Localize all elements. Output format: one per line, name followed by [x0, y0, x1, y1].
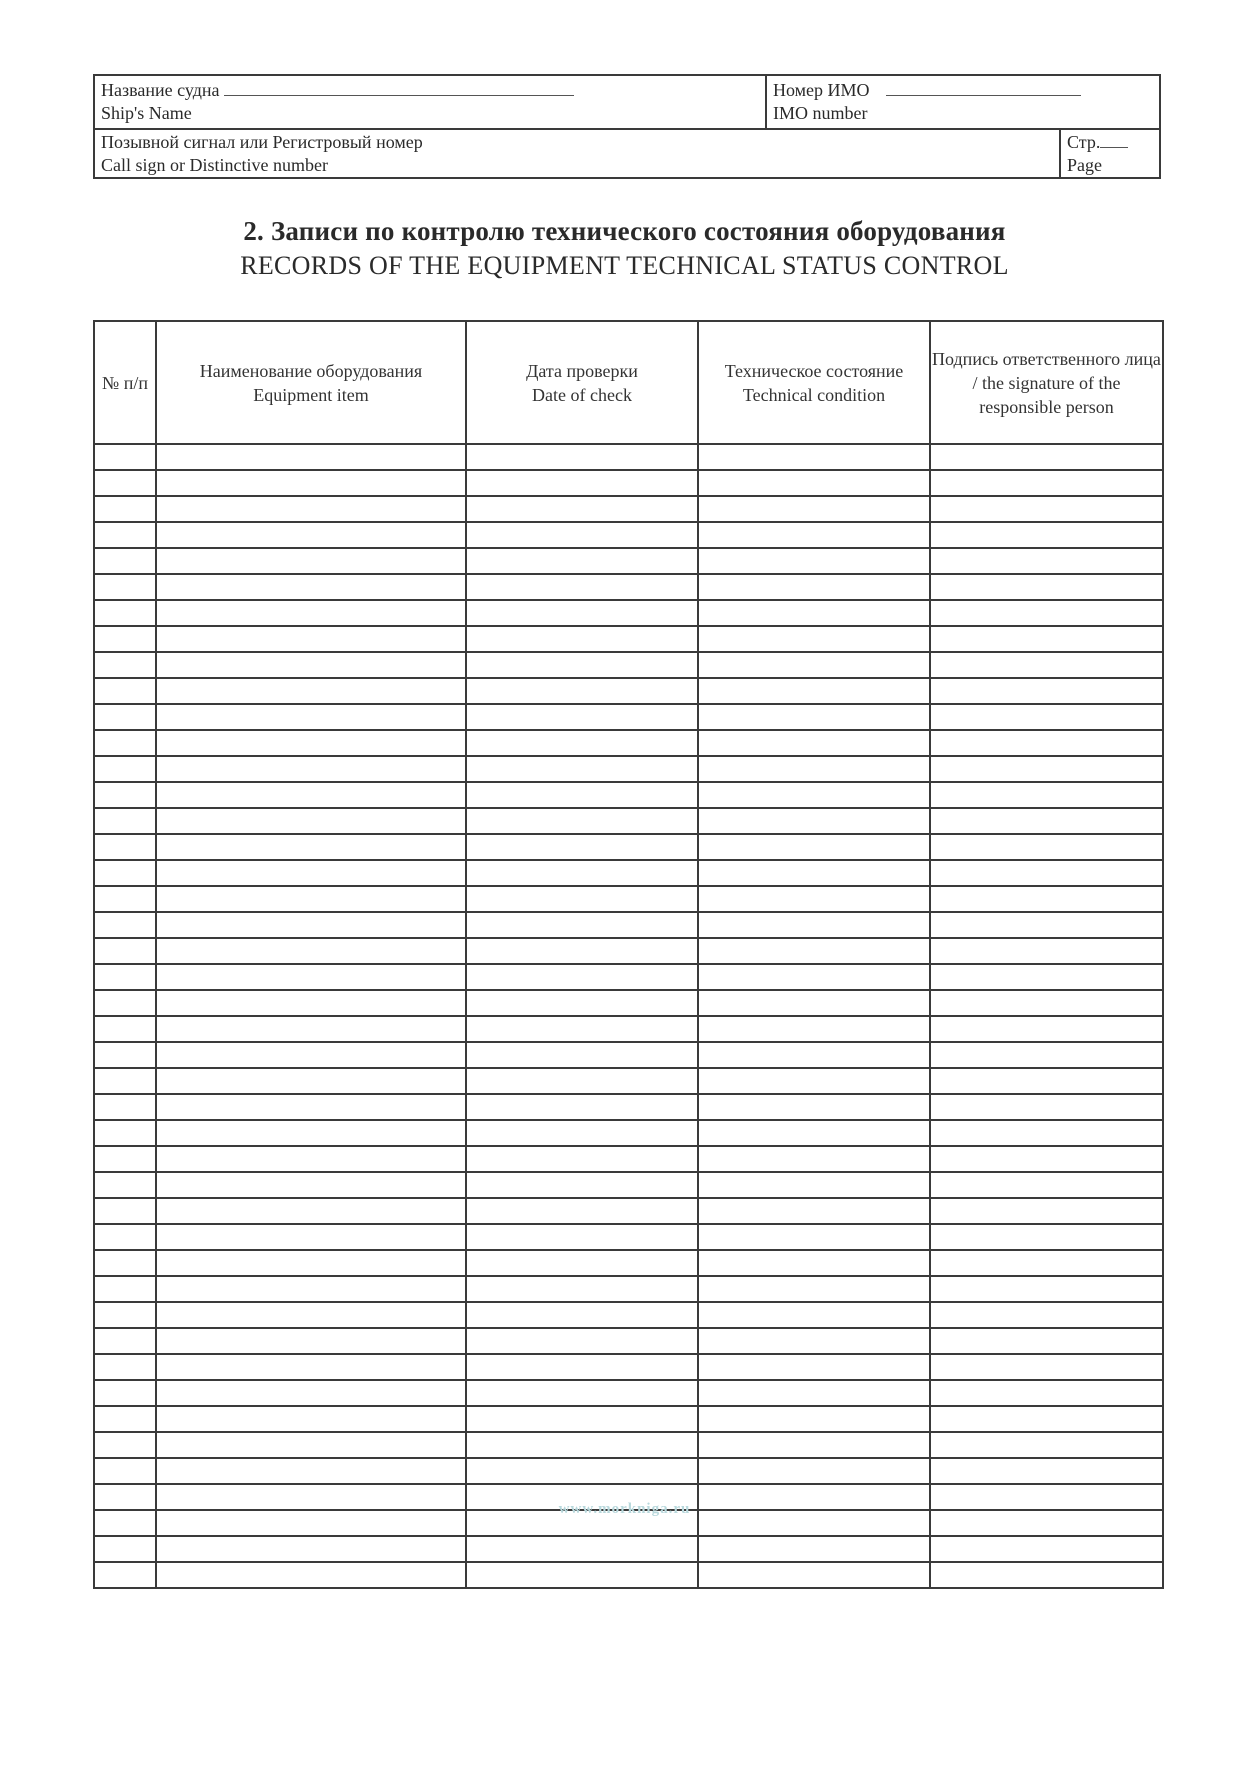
cell-signature[interactable] [930, 1016, 1163, 1042]
cell-signature[interactable] [930, 704, 1163, 730]
table-row [94, 1458, 1163, 1484]
cell-number[interactable] [94, 470, 156, 496]
cell-number[interactable] [94, 808, 156, 834]
column-header-equipment: Наименование оборудования Equipment item [156, 321, 466, 444]
call-sign-label-ru: Позывной сигнал или Регистровый номер [101, 132, 423, 152]
cell-date[interactable] [466, 1068, 698, 1094]
table-row [94, 470, 1163, 496]
cell-equipment[interactable] [156, 1536, 466, 1562]
cell-equipment[interactable] [156, 1432, 466, 1458]
cell-number[interactable] [94, 1198, 156, 1224]
cell-signature[interactable] [930, 990, 1163, 1016]
cell-equipment[interactable] [156, 678, 466, 704]
cell-date[interactable] [466, 652, 698, 678]
cell-date[interactable] [466, 678, 698, 704]
cell-condition[interactable] [698, 938, 930, 964]
cell-condition[interactable] [698, 652, 930, 678]
cell-condition[interactable] [698, 1354, 930, 1380]
cell-date[interactable] [466, 1406, 698, 1432]
table-row [94, 1406, 1163, 1432]
imo-label-ru: Номер ИМО [773, 80, 870, 100]
cell-condition[interactable] [698, 1380, 930, 1406]
cell-number[interactable] [94, 912, 156, 938]
cell-date[interactable] [466, 626, 698, 652]
cell-equipment[interactable] [156, 886, 466, 912]
cell-condition[interactable] [698, 730, 930, 756]
table-row [94, 886, 1163, 912]
cell-date[interactable] [466, 1172, 698, 1198]
cell-equipment[interactable] [156, 470, 466, 496]
cell-signature[interactable] [930, 756, 1163, 782]
cell-condition[interactable] [698, 756, 930, 782]
cell-equipment[interactable] [156, 574, 466, 600]
cell-signature[interactable] [930, 730, 1163, 756]
cell-signature[interactable] [930, 964, 1163, 990]
table-row [94, 1562, 1163, 1588]
cell-date[interactable] [466, 1432, 698, 1458]
cell-date[interactable] [466, 1458, 698, 1484]
cell-number[interactable] [94, 704, 156, 730]
cell-equipment[interactable] [156, 756, 466, 782]
table-row [94, 548, 1163, 574]
cell-equipment[interactable] [156, 1380, 466, 1406]
cell-condition[interactable] [698, 1120, 930, 1146]
table-row [94, 1016, 1163, 1042]
table-row [94, 704, 1163, 730]
cell-date[interactable] [466, 1276, 698, 1302]
cell-date[interactable] [466, 1042, 698, 1068]
table-row [94, 964, 1163, 990]
cell-equipment[interactable] [156, 1042, 466, 1068]
cell-equipment[interactable] [156, 548, 466, 574]
table-row [94, 1198, 1163, 1224]
cell-date[interactable] [466, 912, 698, 938]
cell-signature[interactable] [930, 1146, 1163, 1172]
cell-equipment[interactable] [156, 1068, 466, 1094]
cell-condition[interactable] [698, 678, 930, 704]
cell-date[interactable] [466, 1250, 698, 1276]
cell-equipment[interactable] [156, 626, 466, 652]
table-row [94, 1276, 1163, 1302]
cell-condition[interactable] [698, 1042, 930, 1068]
cell-number[interactable] [94, 1354, 156, 1380]
cell-number[interactable] [94, 1094, 156, 1120]
cell-condition[interactable] [698, 548, 930, 574]
cell-date[interactable] [466, 1562, 698, 1588]
table-row [94, 1354, 1163, 1380]
cell-signature[interactable] [930, 1536, 1163, 1562]
cell-condition[interactable] [698, 1536, 930, 1562]
cell-signature[interactable] [930, 886, 1163, 912]
call-sign-field[interactable] [95, 128, 1061, 177]
cell-number[interactable] [94, 1406, 156, 1432]
cell-date[interactable] [466, 1120, 698, 1146]
cell-signature[interactable] [930, 1120, 1163, 1146]
cell-signature[interactable] [930, 1276, 1163, 1302]
table-row [94, 1328, 1163, 1354]
cell-condition[interactable] [698, 1172, 930, 1198]
table-row [94, 652, 1163, 678]
cell-equipment[interactable] [156, 964, 466, 990]
cell-signature[interactable] [930, 1458, 1163, 1484]
cell-signature[interactable] [930, 496, 1163, 522]
table-row [94, 1224, 1163, 1250]
cell-signature[interactable] [930, 1250, 1163, 1276]
cell-number[interactable] [94, 1120, 156, 1146]
cell-condition[interactable] [698, 912, 930, 938]
cell-condition[interactable] [698, 704, 930, 730]
header-box [93, 74, 1161, 179]
cell-condition[interactable] [698, 886, 930, 912]
cell-number[interactable] [94, 444, 156, 470]
cell-signature[interactable] [930, 938, 1163, 964]
table-row [94, 860, 1163, 886]
cell-equipment[interactable] [156, 860, 466, 886]
cell-number[interactable] [94, 782, 156, 808]
cell-number[interactable] [94, 1562, 156, 1588]
ship-name-field[interactable] [95, 76, 767, 128]
page-blank [1100, 133, 1128, 148]
cell-number[interactable] [94, 834, 156, 860]
page-number-field[interactable] [1061, 128, 1159, 177]
cell-condition[interactable] [698, 522, 930, 548]
cell-date[interactable] [466, 938, 698, 964]
cell-equipment[interactable] [156, 1328, 466, 1354]
cell-signature[interactable] [930, 834, 1163, 860]
cell-number[interactable] [94, 1172, 156, 1198]
cell-equipment[interactable] [156, 652, 466, 678]
page-title-ru: 2. Записи по контролю технического состояния оборудования [243, 216, 1006, 246]
records-table [93, 320, 1162, 1589]
cell-date[interactable] [466, 1302, 698, 1328]
imo-label-en: IMO number [773, 103, 868, 123]
cell-signature[interactable] [930, 808, 1163, 834]
cell-equipment[interactable] [156, 1250, 466, 1276]
cell-number[interactable] [94, 626, 156, 652]
header-row-ship [95, 76, 1159, 130]
table-row [94, 1172, 1163, 1198]
cell-condition[interactable] [698, 626, 930, 652]
cell-number[interactable] [94, 1146, 156, 1172]
cell-date[interactable] [466, 1198, 698, 1224]
cell-signature[interactable] [930, 1042, 1163, 1068]
cell-date[interactable] [466, 522, 698, 548]
table-row [94, 990, 1163, 1016]
table-row [94, 1302, 1163, 1328]
cell-condition[interactable] [698, 1562, 930, 1588]
cell-equipment[interactable] [156, 1406, 466, 1432]
cell-equipment[interactable] [156, 938, 466, 964]
cell-date[interactable] [466, 444, 698, 470]
cell-date[interactable] [466, 730, 698, 756]
table-row [94, 1042, 1163, 1068]
call-sign-label-en: Call sign or Distinctive number [101, 155, 328, 175]
cell-number[interactable] [94, 600, 156, 626]
cell-equipment[interactable] [156, 600, 466, 626]
cell-condition[interactable] [698, 1406, 930, 1432]
cell-condition[interactable] [698, 600, 930, 626]
cell-signature[interactable] [930, 626, 1163, 652]
cell-number[interactable] [94, 990, 156, 1016]
cell-signature[interactable] [930, 574, 1163, 600]
cell-condition[interactable] [698, 1302, 930, 1328]
ship-name-label-ru: Название судна [101, 80, 220, 100]
cell-number[interactable] [94, 1068, 156, 1094]
cell-signature[interactable] [930, 1224, 1163, 1250]
cell-condition[interactable] [698, 1250, 930, 1276]
cell-date[interactable] [466, 964, 698, 990]
cell-equipment[interactable] [156, 1354, 466, 1380]
cell-number[interactable] [94, 574, 156, 600]
cell-signature[interactable] [930, 1328, 1163, 1354]
cell-signature[interactable] [930, 652, 1163, 678]
cell-equipment[interactable] [156, 704, 466, 730]
table-header-row [94, 321, 1163, 444]
table-row [94, 522, 1163, 548]
cell-equipment[interactable] [156, 1146, 466, 1172]
cell-condition[interactable] [698, 1198, 930, 1224]
table-row [94, 730, 1163, 756]
cell-date[interactable] [466, 1380, 698, 1406]
cell-equipment[interactable] [156, 1224, 466, 1250]
table-row [94, 756, 1163, 782]
cell-number[interactable] [94, 938, 156, 964]
cell-number[interactable] [94, 652, 156, 678]
cell-date[interactable] [466, 548, 698, 574]
table-row [94, 1432, 1163, 1458]
table-row [94, 1380, 1163, 1406]
table-row [94, 626, 1163, 652]
cell-date[interactable] [466, 1146, 698, 1172]
cell-equipment[interactable] [156, 444, 466, 470]
column-header-signature: Подпись ответственного лица / the signature of the responsible person [930, 321, 1163, 444]
table-row [94, 1250, 1163, 1276]
cell-number[interactable] [94, 522, 156, 548]
cell-date[interactable] [466, 756, 698, 782]
cell-condition[interactable] [698, 1094, 930, 1120]
cell-condition[interactable] [698, 834, 930, 860]
cell-number[interactable] [94, 860, 156, 886]
cell-number[interactable] [94, 1458, 156, 1484]
cell-signature[interactable] [930, 678, 1163, 704]
cell-equipment[interactable] [156, 496, 466, 522]
cell-date[interactable] [466, 1354, 698, 1380]
cell-condition[interactable] [698, 1458, 930, 1484]
cell-number[interactable] [94, 1016, 156, 1042]
page-label-ru: Стр. [1067, 132, 1101, 152]
table-row [94, 1094, 1163, 1120]
cell-number[interactable] [94, 730, 156, 756]
cell-number[interactable] [94, 756, 156, 782]
cell-equipment[interactable] [156, 1120, 466, 1146]
cell-number[interactable] [94, 964, 156, 990]
cell-signature[interactable] [930, 1302, 1163, 1328]
cell-equipment[interactable] [156, 1016, 466, 1042]
cell-condition[interactable] [698, 990, 930, 1016]
cell-condition[interactable] [698, 1432, 930, 1458]
cell-date[interactable] [466, 860, 698, 886]
cell-signature[interactable] [930, 1094, 1163, 1120]
cell-date[interactable] [466, 1094, 698, 1120]
table-row [94, 834, 1163, 860]
cell-signature[interactable] [930, 1354, 1163, 1380]
cell-signature[interactable] [930, 1380, 1163, 1406]
cell-condition[interactable] [698, 782, 930, 808]
table-row [94, 1120, 1163, 1146]
cell-date[interactable] [466, 834, 698, 860]
cell-equipment[interactable] [156, 522, 466, 548]
cell-number[interactable] [94, 1380, 156, 1406]
table-row [94, 782, 1163, 808]
cell-number[interactable] [94, 1042, 156, 1068]
table-row [94, 1536, 1163, 1562]
cell-signature[interactable] [930, 1068, 1163, 1094]
cell-condition[interactable] [698, 496, 930, 522]
cell-condition[interactable] [698, 808, 930, 834]
cell-date[interactable] [466, 1016, 698, 1042]
table-row [94, 938, 1163, 964]
column-header-number: № п/п [94, 321, 156, 444]
cell-signature[interactable] [930, 1198, 1163, 1224]
cell-date[interactable] [466, 470, 698, 496]
cell-signature[interactable] [930, 1406, 1163, 1432]
cell-date[interactable] [466, 808, 698, 834]
cell-condition[interactable] [698, 574, 930, 600]
cell-condition[interactable] [698, 444, 930, 470]
cell-number[interactable] [94, 678, 156, 704]
table-row [94, 496, 1163, 522]
table-body [94, 444, 1163, 1588]
cell-equipment[interactable] [156, 730, 466, 756]
table-row [94, 678, 1163, 704]
ship-name-blank [224, 81, 574, 96]
watermark: www.morkniga.ru [558, 1501, 691, 1517]
header-row-callsign [95, 128, 1159, 177]
cell-signature[interactable] [930, 912, 1163, 938]
cell-date[interactable] [466, 1536, 698, 1562]
cell-condition[interactable] [698, 1146, 930, 1172]
cell-number[interactable] [94, 1302, 156, 1328]
cell-equipment[interactable] [156, 1198, 466, 1224]
cell-number[interactable] [94, 1536, 156, 1562]
ship-name-label-en: Ship's Name [101, 103, 192, 123]
cell-condition[interactable] [698, 1068, 930, 1094]
cell-date[interactable] [466, 496, 698, 522]
cell-equipment[interactable] [156, 1172, 466, 1198]
cell-date[interactable] [466, 886, 698, 912]
cell-date[interactable] [466, 600, 698, 626]
cell-signature[interactable] [930, 470, 1163, 496]
table-row [94, 444, 1163, 470]
cell-equipment[interactable] [156, 1458, 466, 1484]
cell-number[interactable] [94, 1276, 156, 1302]
cell-equipment[interactable] [156, 1094, 466, 1120]
cell-signature[interactable] [930, 1562, 1163, 1588]
cell-date[interactable] [466, 704, 698, 730]
cell-date[interactable] [466, 782, 698, 808]
cell-condition[interactable] [698, 1276, 930, 1302]
cell-number[interactable] [94, 1224, 156, 1250]
cell-equipment[interactable] [156, 1562, 466, 1588]
column-header-condition: Техническое состояние Technical condition [698, 321, 930, 444]
cell-equipment[interactable] [156, 912, 466, 938]
cell-condition[interactable] [698, 470, 930, 496]
cell-condition[interactable] [698, 964, 930, 990]
table-row [94, 912, 1163, 938]
imo-blank [886, 81, 1081, 96]
table-row [94, 1068, 1163, 1094]
cell-equipment[interactable] [156, 834, 466, 860]
cell-equipment[interactable] [156, 1276, 466, 1302]
cell-number[interactable] [94, 496, 156, 522]
cell-number[interactable] [94, 548, 156, 574]
cell-number[interactable] [94, 1250, 156, 1276]
cell-condition[interactable] [698, 1224, 930, 1250]
table-row [94, 1146, 1163, 1172]
table-row [94, 600, 1163, 626]
cell-equipment[interactable] [156, 1302, 466, 1328]
cell-date[interactable] [466, 574, 698, 600]
table-row [94, 574, 1163, 600]
cell-signature[interactable] [930, 1432, 1163, 1458]
cell-equipment[interactable] [156, 782, 466, 808]
page-label-en: Page [1067, 155, 1102, 175]
cell-date[interactable] [466, 1224, 698, 1250]
cell-condition[interactable] [698, 860, 930, 886]
cell-signature[interactable] [930, 444, 1163, 470]
cell-date[interactable] [466, 990, 698, 1016]
cell-signature[interactable] [930, 548, 1163, 574]
cell-signature[interactable] [930, 782, 1163, 808]
cell-signature[interactable] [930, 522, 1163, 548]
page-title-en: RECORDS OF THE EQUIPMENT TECHNICAL STATUS CONTROL [240, 251, 1009, 280]
cell-number[interactable] [94, 1328, 156, 1354]
cell-condition[interactable] [698, 1328, 930, 1354]
cell-number[interactable] [94, 886, 156, 912]
table-row [94, 808, 1163, 834]
imo-number-field[interactable] [767, 76, 1159, 128]
cell-number[interactable] [94, 1432, 156, 1458]
column-header-date: Дата проверки Date of check [466, 321, 698, 444]
cell-equipment[interactable] [156, 808, 466, 834]
cell-equipment[interactable] [156, 990, 466, 1016]
cell-signature[interactable] [930, 1172, 1163, 1198]
cell-condition[interactable] [698, 1016, 930, 1042]
cell-signature[interactable] [930, 860, 1163, 886]
cell-signature[interactable] [930, 600, 1163, 626]
cell-date[interactable] [466, 1328, 698, 1354]
